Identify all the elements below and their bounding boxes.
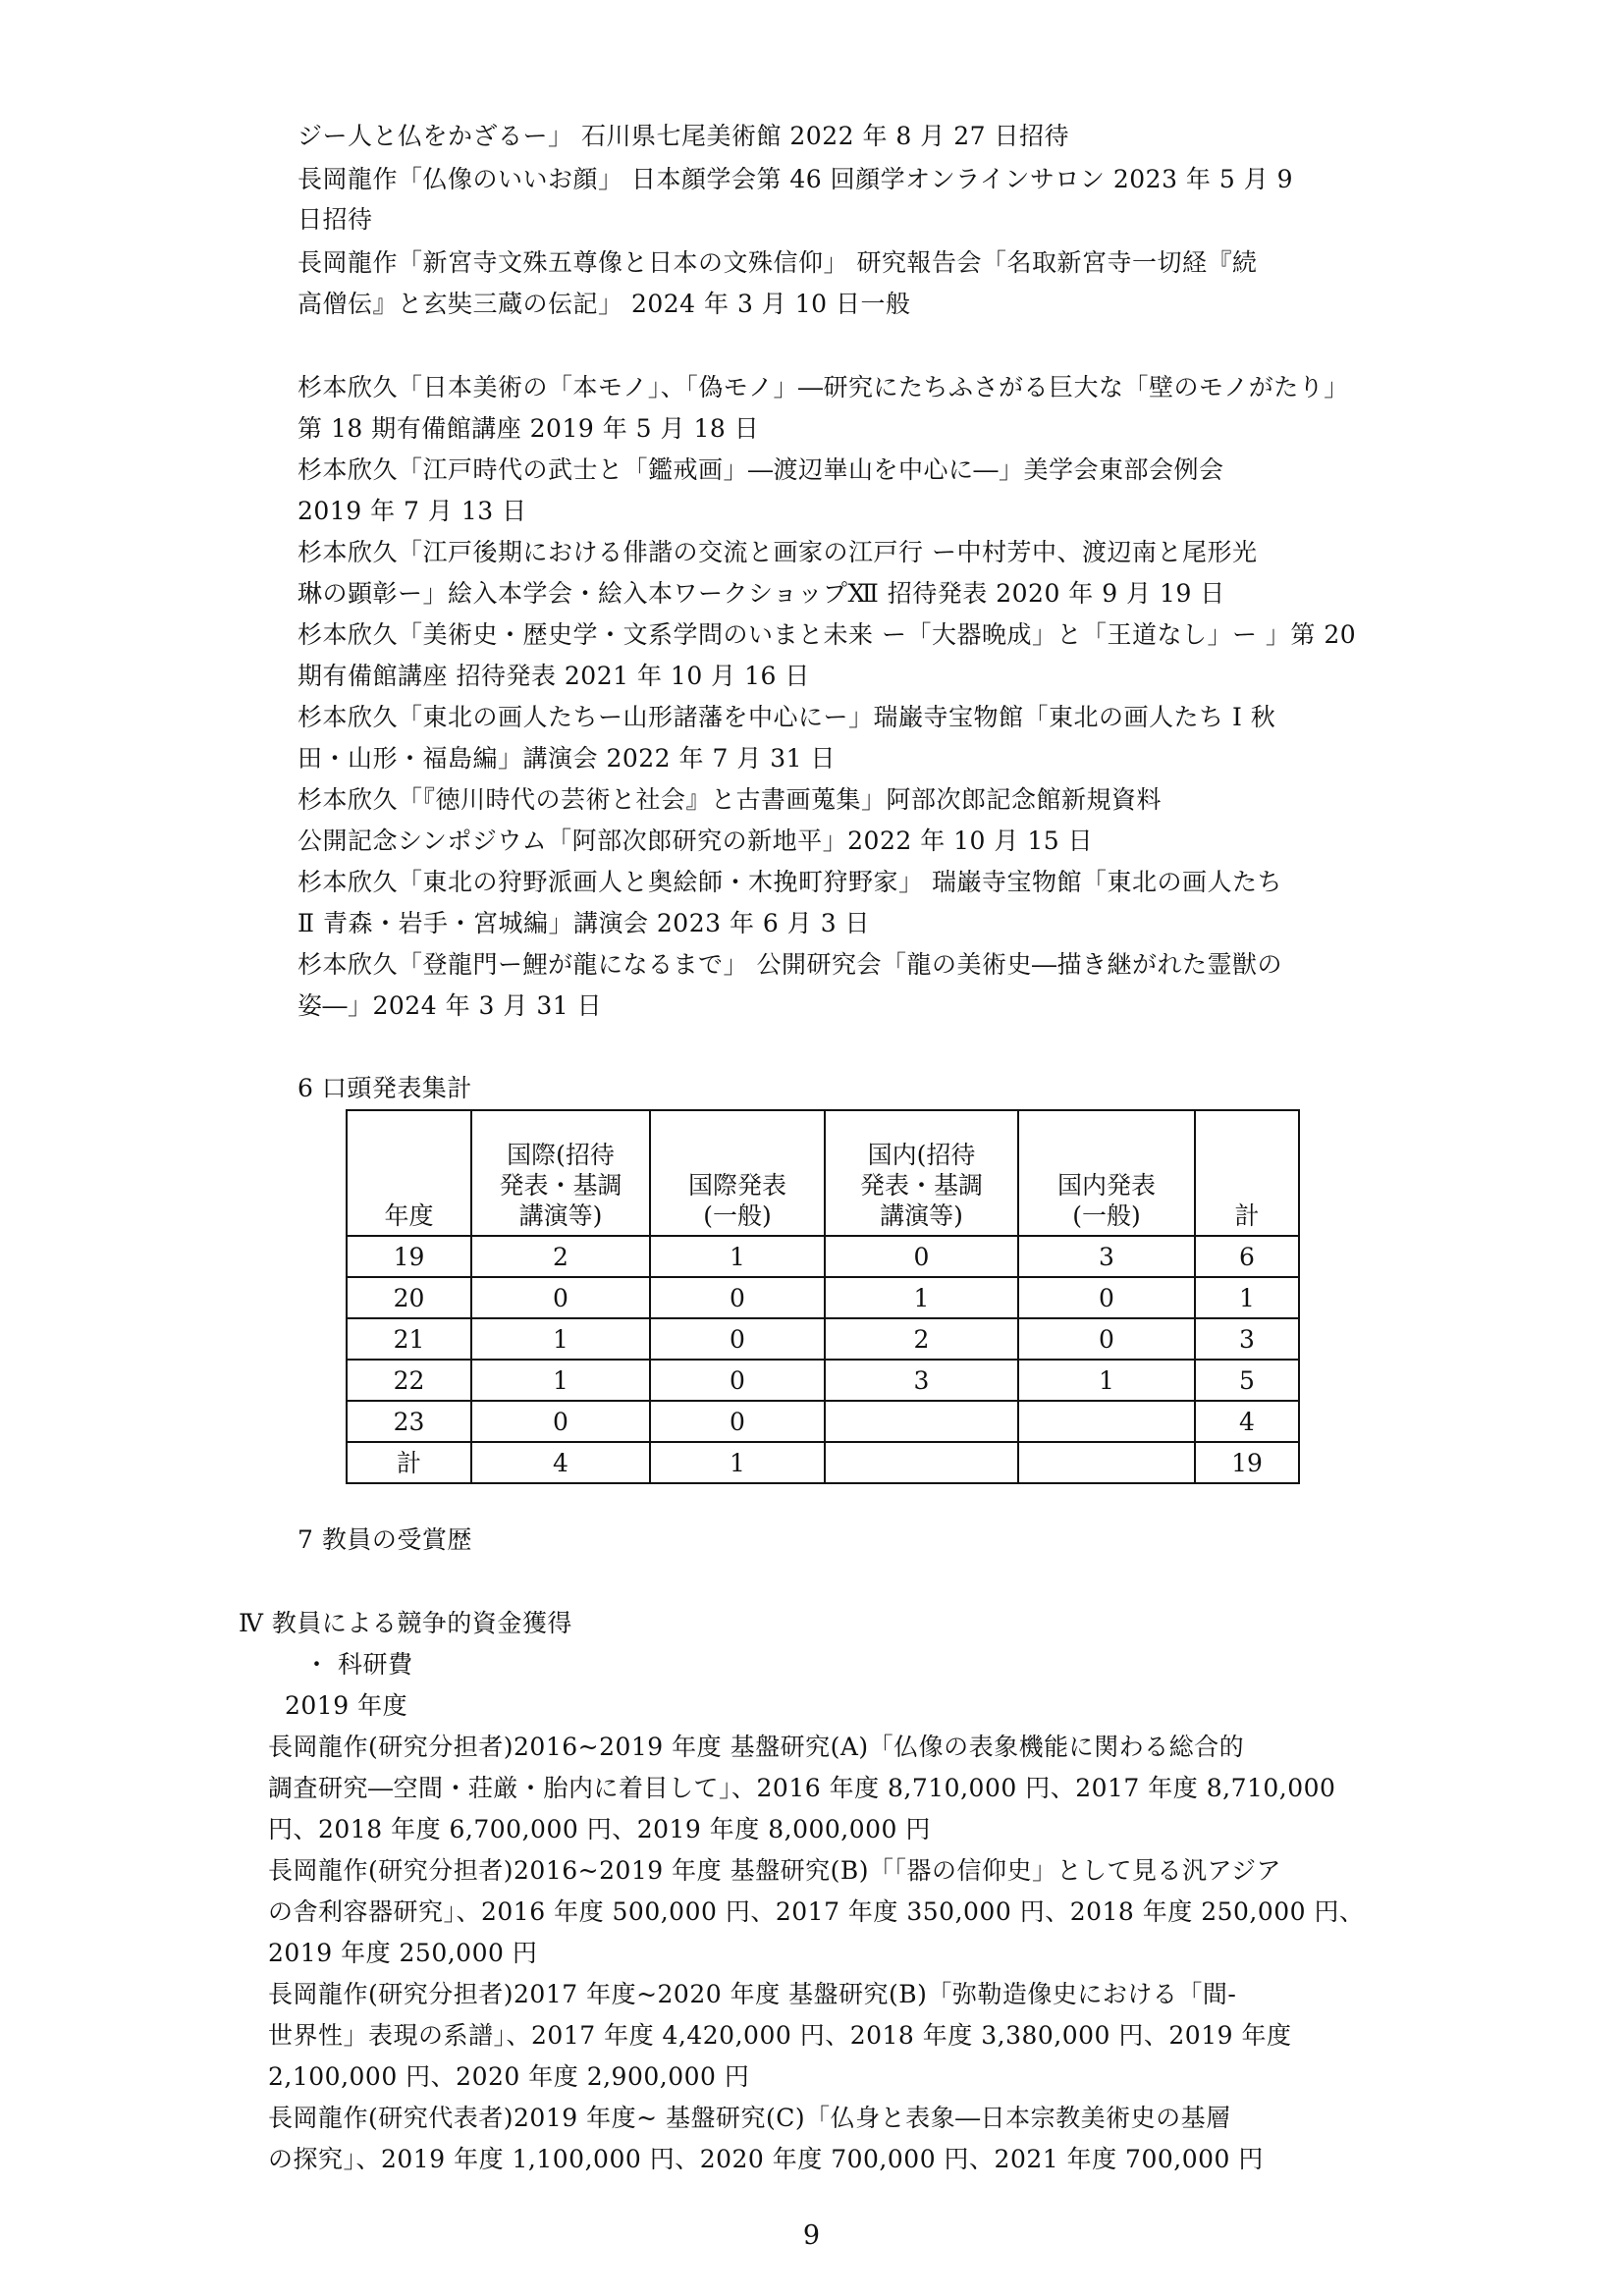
text-line: 世界性」表現の系譜」、2017 年度 4,420,000 円、2018 年度 3,380,000 円、2019 年度	[268, 2021, 1292, 2050]
column-header: 国際発表 (一般)	[650, 1110, 825, 1236]
text-line: 杉本欣久「美術史・歴史学・文系学問のいまと未来 ー「大器晩成」と「王道なし」ー 」第 20	[298, 620, 1357, 649]
text-line: 長岡龍作「仏像のいいお顔」 日本顔学会第 46 回顔学オンラインサロン 2023 年 5 月 9	[298, 165, 1294, 193]
section-heading: 6 口頭発表集計	[298, 1074, 472, 1102]
text-line: 琳の顕彰ー」絵入本学会・絵入本ワークショップⅫ 招待発表 2020 年 9 月 19 日	[298, 579, 1225, 608]
table-row	[347, 1277, 1299, 1318]
text-line: 第 18 期有備館講座 2019 年 5 月 18 日	[298, 414, 760, 443]
table-header-row	[347, 1110, 1299, 1236]
section-heading: 7 教員の受賞歴	[298, 1525, 472, 1554]
table-cell: 0	[650, 1401, 825, 1442]
table-cell: 19	[347, 1236, 471, 1277]
table-cell: 0	[650, 1318, 825, 1360]
text-line: 円、2018 年度 6,700,000 円、2019 年度 8,000,000 円	[268, 1815, 931, 1843]
table-cell: 計	[347, 1442, 471, 1483]
table-cell: 1	[471, 1360, 650, 1401]
table-cell: 1	[1018, 1360, 1195, 1401]
text-line: 2019 年 7 月 13 日	[298, 497, 527, 525]
table-cell: 19	[1195, 1442, 1299, 1483]
table-cell: 22	[347, 1360, 471, 1401]
table-cell: 3	[1195, 1318, 1299, 1360]
text-line: の探究」、2019 年度 1,100,000 円、2020 年度 700,000 円、2021 年度 700,000 円	[268, 2145, 1264, 2173]
text-line: 調査研究―空間・荘厳・胎内に着目して」、2016 年度 8,710,000 円、2017 年度 8,710,000	[268, 1774, 1336, 1802]
text-line: 杉本欣久「東北の画人たちー山形諸藩を中心にー」瑞巌寺宝物館「東北の画人たち Ⅰ 秋	[298, 703, 1276, 731]
text-line: 杉本欣久「日本美術の「本モノ」、「偽モノ」―研究にたちふさがる巨大な「壁のモノがたり」	[298, 373, 1349, 401]
text-line: 長岡龍作(研究分担者)2017 年度~2020 年度 基盤研究(B)「弥勒造像史における「間-	[268, 1980, 1237, 2008]
table-cell: 1	[1195, 1277, 1299, 1318]
table-cell: 0	[650, 1360, 825, 1401]
table-cell	[1018, 1442, 1195, 1483]
table-cell: 3	[1018, 1236, 1195, 1277]
text-line: の舎利容器研究」、2016 年度 500,000 円、2017 年度 350,000 円、2018 年度 250,000 円、	[268, 1897, 1365, 1926]
column-header: 国際(招待 発表・基調 講演等)	[471, 1110, 650, 1236]
presentation-tally-table	[346, 1109, 1300, 1484]
text-line: 公開記念シンポジウム「阿部次郎研究の新地平」2022 年 10 月 15 日	[298, 827, 1094, 855]
table-cell: 1	[825, 1277, 1018, 1318]
table-cell: 21	[347, 1318, 471, 1360]
table-cell: 5	[1195, 1360, 1299, 1401]
text-line: 日招待	[298, 205, 373, 234]
table-cell: 6	[1195, 1236, 1299, 1277]
table-cell: 0	[1018, 1318, 1195, 1360]
text-line: 杉本欣久「江戸時代の武士と「鑑戒画」―渡辺崋山を中心に―」美学会東部会例会	[298, 455, 1224, 484]
table-cell: 0	[471, 1401, 650, 1442]
text-line: 2019 年度 250,000 円	[268, 1939, 538, 1967]
table-row	[347, 1318, 1299, 1360]
table-cell: 20	[347, 1277, 471, 1318]
table-cell: 1	[650, 1236, 825, 1277]
text-line: 姿―」2024 年 3 月 31 日	[298, 991, 603, 1020]
table-cell: 1	[650, 1442, 825, 1483]
table-row	[347, 1360, 1299, 1401]
bullet-item: ・ 科研費	[304, 1650, 413, 1679]
table-cell: 0	[471, 1277, 650, 1318]
text-line: 杉本欣久「登龍門ー鯉が龍になるまで」 公開研究会「龍の美術史―描き継がれた霊獣の	[298, 950, 1282, 979]
text-line: ジー人と仏をかざるー」 石川県七尾美術館 2022 年 8 月 27 日招待	[298, 122, 1069, 150]
table-cell: 2	[471, 1236, 650, 1277]
table-row	[347, 1401, 1299, 1442]
table-cell: 0	[1018, 1277, 1195, 1318]
table-cell: 0	[650, 1277, 825, 1318]
text-line: 杉本欣久「『徳川時代の芸術と社会』と古書画蒐集」阿部次郎記念館新規資料	[298, 785, 1163, 814]
text-line: Ⅱ 青森・岩手・宮城編」講演会 2023 年 6 月 3 日	[298, 909, 871, 937]
table-cell: 2	[825, 1318, 1018, 1360]
column-header: 計	[1195, 1110, 1299, 1236]
column-header: 国内発表 (一般)	[1018, 1110, 1195, 1236]
column-header: 国内(招待 発表・基調 講演等)	[825, 1110, 1018, 1236]
table-cell	[825, 1401, 1018, 1442]
text-line: 長岡龍作(研究代表者)2019 年度~ 基盤研究(C)「仏身と表象―日本宗教美術史の基層	[268, 2104, 1231, 2132]
table-cell: 0	[825, 1236, 1018, 1277]
text-line: 長岡龍作「新宮寺文殊五尊像と日本の文殊信仰」 研究報告会「名取新宮寺一切経『続	[298, 248, 1258, 277]
text-line: 田・山形・福島編」講演会 2022 年 7 月 31 日	[298, 744, 837, 773]
text-line: 2,100,000 円、2020 年度 2,900,000 円	[268, 2062, 750, 2091]
table-cell: 23	[347, 1401, 471, 1442]
column-header: 年度	[347, 1110, 471, 1236]
table-row	[347, 1236, 1299, 1277]
table-cell	[825, 1442, 1018, 1483]
page-number: 9	[802, 2220, 821, 2251]
text-line: 杉本欣久「東北の狩野派画人と奥絵師・木挽町狩野家」 瑞巌寺宝物館「東北の画人たち	[298, 868, 1282, 896]
table-cell	[1018, 1401, 1195, 1442]
text-line: 高僧伝』と玄奘三蔵の伝記」 2024 年 3 月 10 日一般	[298, 290, 911, 318]
text-line: 期有備館講座 招待発表 2021 年 10 月 16 日	[298, 662, 810, 690]
text-line: 長岡龍作(研究分担者)2016~2019 年度 基盤研究(A)「仏像の表象機能に関わる総合的	[268, 1733, 1245, 1761]
section-heading: Ⅳ 教員による競争的資金獲得	[239, 1609, 572, 1637]
text-line: 杉本欣久「江戸後期における俳諧の交流と画家の江戸行 ー中村芳中、渡辺南と尾形光	[298, 538, 1258, 566]
year-label: 2019 年度	[285, 1691, 408, 1720]
table-total-row	[347, 1442, 1299, 1483]
table-cell: 4	[1195, 1401, 1299, 1442]
table-cell: 4	[471, 1442, 650, 1483]
table-cell: 1	[471, 1318, 650, 1360]
text-line: 長岡龍作(研究分担者)2016~2019 年度 基盤研究(B)「「器の信仰史」として見る汎アジア	[268, 1856, 1281, 1885]
table-cell: 3	[825, 1360, 1018, 1401]
